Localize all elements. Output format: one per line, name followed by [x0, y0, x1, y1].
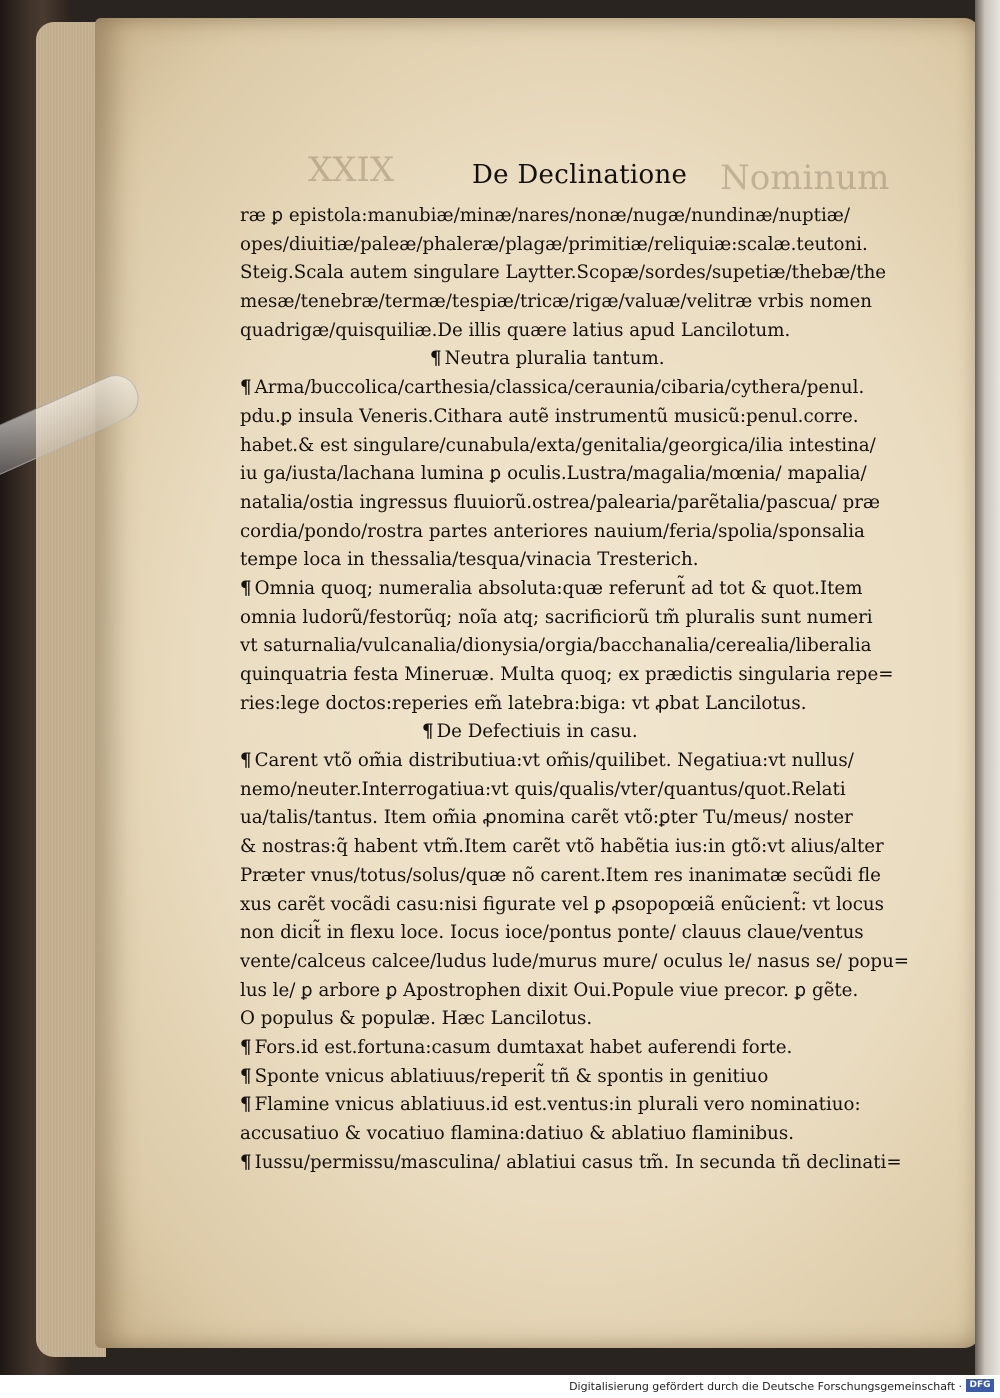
text-line-content: vt saturnalia/vulcanalia/dionysia/orgia/bacchanalia/cerealia/liberalia: [240, 635, 872, 657]
text-line: [240, 1063, 930, 1092]
text-line-content: tempe loca in thessalia/tesqua/vinacia Tresterich.: [240, 549, 699, 571]
text-line: [240, 747, 930, 776]
text-line: [240, 1149, 930, 1178]
pilcrow-mark: ¶: [240, 577, 252, 599]
text-line-content: De Defectiuis in casu.: [436, 721, 638, 743]
text-line: [240, 1091, 930, 1120]
text-line: [240, 374, 930, 403]
text-line-content: Steig.Scala autem singulare Laytter.Scopæ/sordes/supetiæ/thebæ/the: [240, 262, 887, 284]
text-line-content: pdu.ꝑ insula Veneris.Cithara autẽ instrumentũ musicũ:penul.corre.: [240, 405, 859, 427]
text-line-content: ræ ꝑ epistola:manubiæ/minæ/nares/nonæ/nugæ/nundinæ/nuptiæ/: [240, 205, 851, 226]
text-line-content: mesæ/tenebræ/termæ/tespiæ/tricæ/rigæ/valuæ/velitræ vrbis nomen: [240, 291, 872, 313]
footer-bar: [0, 1375, 1000, 1398]
text-line-content: nemo/neuter.Interrogatiua:vt quis/qualis/vter/quantus/quot.Relati: [240, 778, 846, 800]
text-line-content: ries:lege doctos:reperies em̃ latebra:biga: vt ꝓbat Lancilotus.: [240, 692, 807, 714]
text-line: [240, 460, 930, 489]
text-line: [240, 1005, 930, 1034]
text-line: [240, 690, 930, 719]
text-line-content: & nostras:q̃ habent vtm̃.Item carẽt vtõ habẽtia ius:in gtõ:vt alius/alter: [240, 836, 884, 858]
pilcrow-mark: ¶: [430, 348, 442, 370]
text-line: [240, 919, 930, 948]
text-line: [240, 804, 930, 833]
text-line: [240, 833, 930, 862]
text-line: [240, 288, 930, 317]
text-line: [240, 977, 930, 1006]
text-line-content: Præter vnus/totus/solus/quæ nõ carent.Item res inanimatæ secũdi fle: [240, 864, 881, 886]
pilcrow-mark: ¶: [240, 750, 252, 772]
text-line: [240, 432, 930, 461]
body-text: [240, 202, 930, 1177]
text-line-content: vente/calceus calcee/ludus lude/murus mure/ oculus le/ nasus se/ popu=: [240, 950, 910, 972]
page-header: De Declinatione: [472, 160, 688, 190]
text-line: [240, 202, 930, 231]
pilcrow-mark: ¶: [240, 1065, 252, 1087]
text-line: [240, 403, 930, 432]
text-line-content: natalia/ostia ingressus fluuiorũ.ostrea/palearia/parẽtalia/pascua/ præ: [240, 491, 880, 513]
text-line: [240, 891, 930, 920]
text-line-content: habet.& est singulare/cunabula/exta/genitalia/georgica/ilia intestina/: [240, 434, 876, 456]
pilcrow-mark: ¶: [240, 1151, 252, 1173]
text-line-content: quadrigæ/quisquiliæ.De illis quære latius apud Lancilotum.: [240, 319, 791, 341]
text-line: [240, 632, 930, 661]
text-line-content: opes/diuitiæ/paleæ/phaleræ/plagæ/primitiæ/reliquiæ:scalæ.teutoni.: [240, 233, 868, 255]
text-line: [240, 231, 930, 260]
text-line-content: O populus & populæ. Hæc Lancilotus.: [240, 1008, 593, 1030]
text-line-content: quinquatria festa Mineruæ. Multa quoq; ex prædictis singularia repe=: [240, 664, 894, 685]
text-line: [240, 1034, 930, 1063]
text-line: [240, 1120, 930, 1149]
text-line: [240, 718, 930, 747]
text-line: [240, 546, 930, 575]
text-line: [240, 317, 930, 346]
text-line: [240, 575, 930, 604]
text-line-content: Fors.id est.fortuna:casum dumtaxat habet auferendi forte.: [254, 1036, 793, 1058]
text-line-content: Carent vtõ om̃ia distributiua:vt om̃is/quilibet. Negatiua:vt nullus/: [254, 750, 854, 772]
text-line: [240, 948, 930, 977]
bleed-through-text-left: XXIX: [308, 150, 395, 190]
text-line: [240, 259, 930, 288]
text-line: [240, 661, 930, 690]
text-line-content: Iussu/permissu/masculina/ ablatiui casus tm̃. In secunda tñ declinati=: [254, 1151, 902, 1173]
text-line-content: ua/talis/tantus. Item om̃ia ꝓnomina carẽt vtõ:ꝑter Tu/meus/ noster: [240, 807, 853, 829]
text-line-content: Arma/buccolica/carthesia/classica/ceraunia/cibaria/cythera/penul.: [254, 377, 865, 399]
text-line-content: Flamine vnicus ablatiuus.id est.ventus:in plurali vero nominatiuo:: [254, 1094, 861, 1116]
text-line-content: lus le/ ꝑ arbore ꝑ Apostrophen dixit Oui.Popule viue precor. ꝑ gẽte.: [240, 979, 859, 1001]
text-line: [240, 518, 930, 547]
pilcrow-mark: ¶: [240, 1036, 252, 1058]
text-line-content: xus carẽt vocãdi casu:nisi figurate vel ꝑ ꝓsopopœiã enũcient̃: vt locus: [240, 893, 884, 915]
text-line-content: accusatiuo & vocatiuo flamina:datiuo & ablatiuo flaminibus.: [240, 1123, 794, 1144]
bleed-through-text-right: Nominum: [720, 158, 890, 198]
text-line: [240, 862, 930, 891]
text-line-content: iu ga/iusta/lachana lumina ꝑ oculis.Lustra/magalia/mœnia/ mapalia/: [240, 463, 867, 485]
text-line-content: omnia ludorũ/festorũq; noĩa atq; sacrificiorũ tm̃ pluralis sunt numeri: [240, 606, 873, 628]
text-line-content: non dicit̃ in flexu loce. Iocus ioce/pontus ponte/ clauus claue/ventus: [240, 922, 864, 944]
book-cover-right: [975, 0, 1000, 1375]
text-line: [240, 604, 930, 633]
footer-credit: Digitalisierung gefördert durch die Deutsche Forschungsgemeinschaft ·: [569, 1380, 962, 1393]
pilcrow-mark: ¶: [240, 1094, 252, 1116]
text-line-content: Omnia quoq; numeralia absoluta:quæ referunt̃ ad tot & quot.Item: [254, 577, 863, 599]
text-line-content: cordia/pondo/rostra partes anteriores nauium/feria/spolia/sponsalia: [240, 520, 865, 542]
text-line: [240, 345, 930, 374]
text-line-content: Sponte vnicus ablatiuus/reperit̃ tñ & spontis in genitiuo: [254, 1065, 769, 1087]
text-line-content: Neutra pluralia tantum.: [444, 348, 665, 370]
dfg-logo: DFG: [966, 1379, 994, 1392]
pilcrow-mark: ¶: [422, 721, 434, 743]
pilcrow-mark: ¶: [240, 377, 252, 399]
text-line: [240, 489, 930, 518]
text-line: [240, 776, 930, 805]
